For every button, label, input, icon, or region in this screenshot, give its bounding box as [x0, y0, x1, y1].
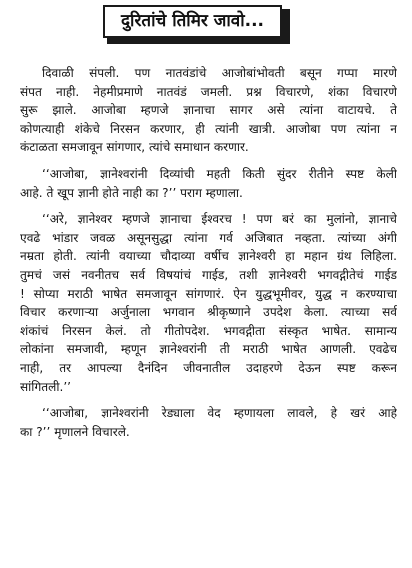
text-line: नम्रता होती. त्यांनी वयाच्या चौदाव्या वर्षीच ज्ञानेश्वरी हा महान ग्रंथ लिहिला. [20, 249, 397, 264]
paragraph-3 [20, 210, 397, 396]
text-line: एवढे भांडार जवळ असूनसुद्धा त्यांना गर्व अजिबात नव्हता. त्यांच्या अंगी [20, 230, 397, 245]
paragraph-4 [20, 404, 397, 441]
paragraph-2 [20, 165, 397, 202]
text-line: का ?’’ मृणालने विचारले. [20, 424, 130, 439]
text-line: ‘‘आजोबा, ज्ञानेश्वरांनी दिव्यांची महती किती सुंदर रीतीने स्पष्ट केली [42, 166, 397, 181]
text-line: तुमचं जसं नवनीतच सर्व विषयांचं गाईड, तशी ज्ञानेश्वरी भगवद्गीतेचं गाईड [20, 267, 397, 282]
text-line: सांगितली.’’ [20, 379, 72, 394]
text-line: संपत नाही. नेहमीप्रमाणे नातवंडं जमली. प्रश्न विचारणे, शंका विचारणे [20, 84, 397, 99]
text-line: लोकांना समजावी, म्हणून ज्ञानेश्वरांनी ती मराठी भाषेत आणली. एवढेच [20, 342, 397, 357]
text-line: आहे. ते खूप ज्ञानी होते नाही का ?’’ पराग म्हणाला. [20, 185, 243, 200]
text-line: कोणत्याही शंकेचे निरसन करणार, ही त्यांनी खात्री. आजोबा पण त्यांना न [20, 121, 397, 136]
paragraph-1 [20, 64, 397, 157]
title-frame [103, 5, 286, 43]
text-line: ‘‘अरे, ज्ञानेश्वर म्हणजे ज्ञानाचा ईश्वरच ! पण बरं का मुलांनो, ज्ञानाचे [42, 212, 397, 227]
text-line: ‘‘आजोबा, ज्ञानेश्वरांनी रेड्याला वेद म्हणायला लावले, हे खरं आहे [42, 406, 397, 421]
text-line: सुरू झाले. आजोबा म्हणजे ज्ञानाचा सागर असे त्यांना वाटायचे. ते [20, 103, 397, 118]
text-line: विचार करणाऱ्या अर्जुनाला भगवान श्रीकृष्णाने उपदेश केला. त्याच्या सर्व [20, 305, 397, 320]
page-title: दुरितांचे तिमिर जावो... [103, 5, 282, 38]
text-line: ! सोप्या मराठी भाषेत समजावून सांगणारं. ऐन युद्धभूमीवर, युद्ध न करण्याचा [20, 286, 397, 301]
body-text [20, 64, 397, 449]
text-line: नाही, तर आपल्या दैनंदिन जीवनातील उदाहरणे देऊन स्पष्ट करून [20, 360, 397, 375]
text-line: दिवाळी संपली. पण नातवंडांचे आजोबांभोवती बसून गप्पा मारणे [42, 66, 397, 80]
text-line: शंकांचं निरसन केलं. तो गीतोपदेश. भगवद्गीता संस्कृत भाषेत. सामान्य [20, 323, 397, 338]
text-line: कंटाळता समजावून सांगणार, त्यांचे समाधान करणार. [20, 140, 249, 155]
